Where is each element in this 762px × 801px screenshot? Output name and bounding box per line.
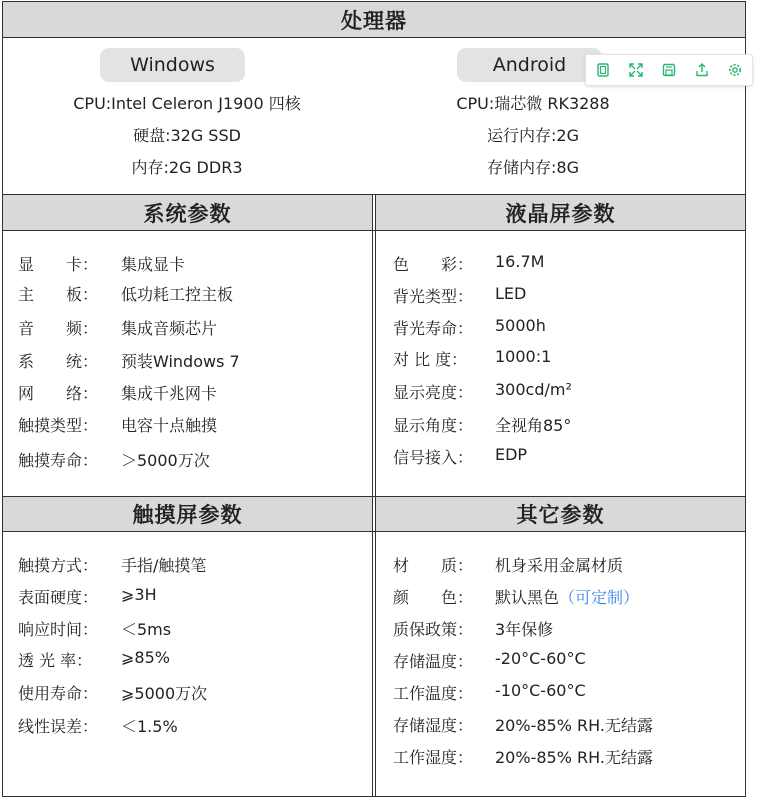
spec-value: 20%-85% RH.无结露	[495, 716, 653, 735]
spec-label: 存储温度：	[393, 652, 474, 671]
spec-value: 5000h	[495, 316, 546, 335]
spec-value: EDP	[495, 445, 528, 464]
spec-value: ＜5ms	[121, 620, 172, 639]
spec-label: 工作湿度：	[393, 748, 474, 767]
spec-value: 集成显卡	[121, 255, 186, 274]
spec-label: 显示亮度：	[393, 383, 474, 402]
spec-value: ⩾3H	[121, 585, 157, 604]
lcd-header	[376, 195, 745, 230]
spec-value: 20%-85% RH.无结露	[495, 748, 653, 767]
customizable-note: （可定制）	[559, 588, 640, 607]
touch-title: 触摸屏参数	[132, 503, 243, 527]
windows-label: Windows	[130, 54, 215, 76]
system-header	[3, 195, 372, 230]
divider	[3, 531, 745, 532]
spec-label: 系 统：	[18, 352, 99, 371]
spec-value: 3年保修	[495, 620, 554, 639]
system-title: 系统参数	[143, 201, 232, 226]
spec-value: 16.7M	[495, 252, 545, 271]
spec-label: 背光寿命：	[393, 319, 474, 338]
spec-value: 集成千兆网卡	[121, 384, 218, 403]
spec-value: 预装Windows 7	[121, 352, 240, 371]
save-icon[interactable]	[658, 59, 680, 81]
android-badge	[457, 48, 602, 82]
windows-spec-line: CPU:Intel Celeron J1900 四核	[73, 94, 301, 113]
spec-value: 机身采用金属材质	[495, 556, 624, 575]
spec-label: 色 彩：	[393, 255, 474, 274]
spec-value: 全视角85°	[495, 416, 572, 435]
other-header	[376, 497, 745, 531]
spec-value: ⩾5000万次	[121, 684, 208, 703]
other-title: 其它参数	[516, 503, 605, 527]
spec-label: 响应时间：	[18, 620, 99, 639]
windows-spec-line: 硬盘:32G SSD	[133, 126, 241, 145]
copy-icon[interactable]	[592, 59, 614, 81]
floating-toolbar	[585, 54, 753, 86]
spec-label: 对 比 度：	[393, 350, 468, 369]
spec-label: 材 质：	[393, 556, 474, 575]
spec-value: -20°C-60°C	[495, 649, 586, 668]
spec-value: 手指/触摸笔	[121, 556, 207, 575]
divider	[3, 230, 745, 231]
lcd-title: 液晶屏参数	[505, 201, 616, 226]
spec-label: 触摸类型：	[18, 416, 99, 435]
processor-title: 处理器	[341, 8, 407, 33]
windows-badge	[100, 48, 245, 82]
processor-header	[3, 2, 745, 37]
android-spec-line: 运行内存:2G	[487, 126, 579, 145]
spec-value: ⩾85%	[121, 648, 170, 667]
spec-label: 音 频：	[18, 319, 99, 338]
spec-value: ＞5000万次	[121, 451, 210, 470]
spec-label: 透 光 率：	[18, 651, 93, 670]
windows-spec-line: 内存:2G DDR3	[131, 158, 243, 177]
spec-label: 信号接入：	[393, 448, 474, 467]
settings-icon[interactable]	[724, 59, 746, 81]
spec-label: 显 卡：	[18, 255, 99, 274]
divider	[3, 37, 745, 38]
spec-label: 颜 色：	[393, 588, 474, 607]
spec-label: 网 络：	[18, 384, 99, 403]
spec-label: 质保政策：	[393, 620, 474, 639]
spec-value: LED	[495, 284, 527, 303]
spec-label: 工作温度：	[393, 684, 474, 703]
touch-header	[3, 497, 372, 531]
spec-label: 触摸寿命：	[18, 451, 99, 470]
spec-value: -10°C-60°C	[495, 681, 586, 700]
spec-label: 显示角度：	[393, 416, 474, 435]
spec-label: 主 板：	[18, 285, 99, 304]
android-spec-line: CPU:瑞芯微 RK3288	[456, 94, 610, 113]
spec-value: 集成音频芯片	[121, 319, 218, 338]
spec-label: 表面硬度：	[18, 588, 99, 607]
spec-label: 存储湿度：	[393, 716, 474, 735]
spec-value: 电容十点触摸	[121, 416, 218, 435]
share-icon[interactable]	[691, 59, 713, 81]
spec-value: ＜1.5%	[121, 717, 178, 736]
spec-value: 300cd/m²	[495, 380, 572, 399]
spec-table	[2, 1, 746, 797]
spec-label: 背光类型：	[393, 287, 474, 306]
spec-label: 线性误差：	[18, 717, 99, 736]
spec-value: 默认黑色	[495, 588, 560, 607]
android-label: Android	[492, 54, 567, 76]
spec-value: 低功耗工控主板	[121, 285, 234, 304]
expand-icon[interactable]	[625, 59, 647, 81]
spec-label: 使用寿命：	[18, 684, 99, 703]
android-spec-line: 存储内存:8G	[487, 158, 579, 177]
spec-label: 触摸方式：	[18, 556, 99, 575]
spec-value: 1000:1	[495, 347, 552, 366]
